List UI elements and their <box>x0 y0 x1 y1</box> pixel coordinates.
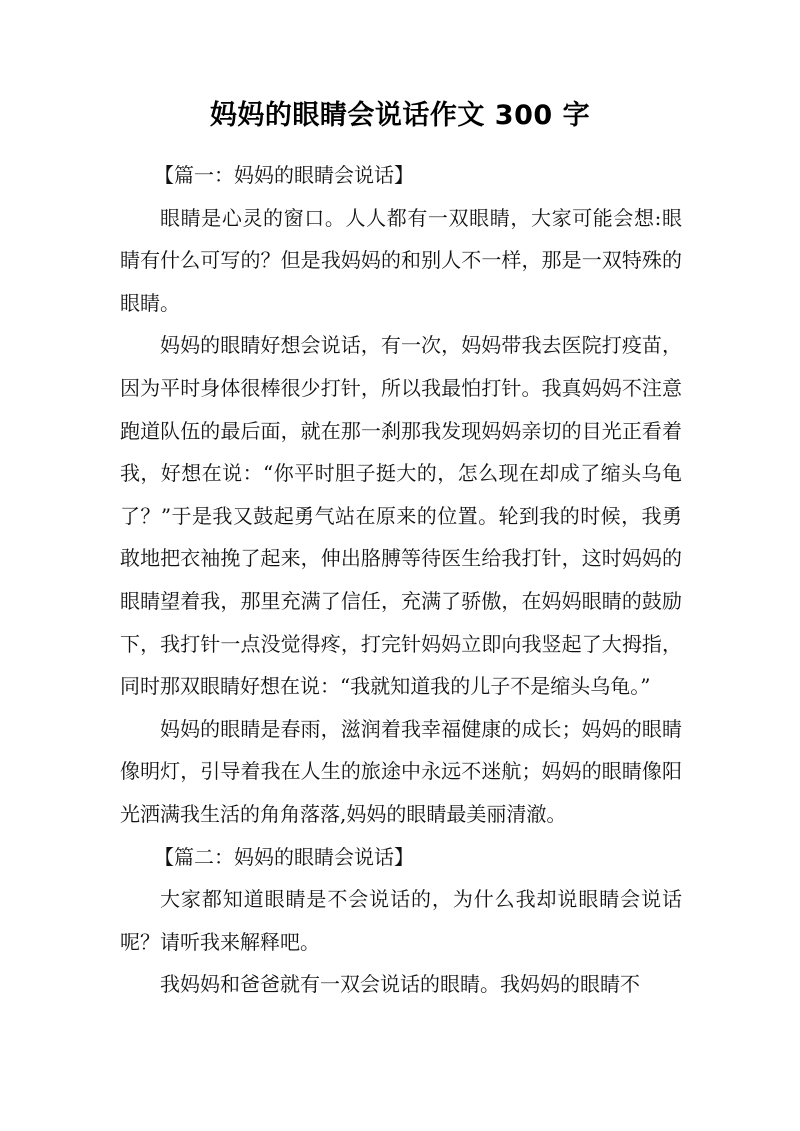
paragraph-3: 妈妈的眼睛是春雨，滋润着我幸福健康的成长；妈妈的眼睛像明灯，引导着我在人生的旅途中永远不迷航；妈妈的眼睛像阳光洒满我生活的角角落落,妈妈的眼睛最美丽清澈。 <box>120 716 682 826</box>
paragraph-4: 大家都知道眼睛是不会说话的，为什么我却说眼睛会说话呢？请听我来解释吧。 <box>120 887 682 954</box>
section-heading-2: 【篇二：妈妈的眼睛会说话】 <box>154 844 414 869</box>
paragraph-1: 眼睛是心灵的窗口。人人都有一双眼睛，大家可能会想:眼睛有什么可写的？但是我妈妈的和别人不一样，那是一双特殊的眼睛。 <box>120 205 682 315</box>
paragraph-5: 我妈妈和爸爸就有一双会说话的眼睛。我妈妈的眼睛不 <box>160 972 640 997</box>
section-heading-1: 【篇一：妈妈的眼睛会说话】 <box>154 163 414 187</box>
document-title: 妈妈的眼睛会说话作文 300 字 <box>209 100 591 131</box>
paragraph-2: 妈妈的眼睛好想会说话，有一次，妈妈带我去医院打疫苗，因为平时身体很棒很少打针，所以我最怕打针。我真妈妈不注意跑道队伍的最后面，就在那一刹那我发现妈妈亲切的目光正看着我，好想在说：“你平时胆子挺大的，怎么现在却成了缩头乌龟了？”于是我又鼓起勇气站在原来的位置。轮到我的时候，我勇敢地把衣袖挽了起来，伸出胳膊等待医生给我打针，这时妈妈的眼睛望着我，那里充满了信任，充满了骄傲，在妈妈眼睛的鼓励下，我打针一点没觉得疼，打完针妈妈立即向我竖起了大拇指，同时那双眼睛好想在说：“我就知道我的儿子不是缩头乌龟。” <box>120 333 682 699</box>
document-body <box>120 154 682 1006</box>
